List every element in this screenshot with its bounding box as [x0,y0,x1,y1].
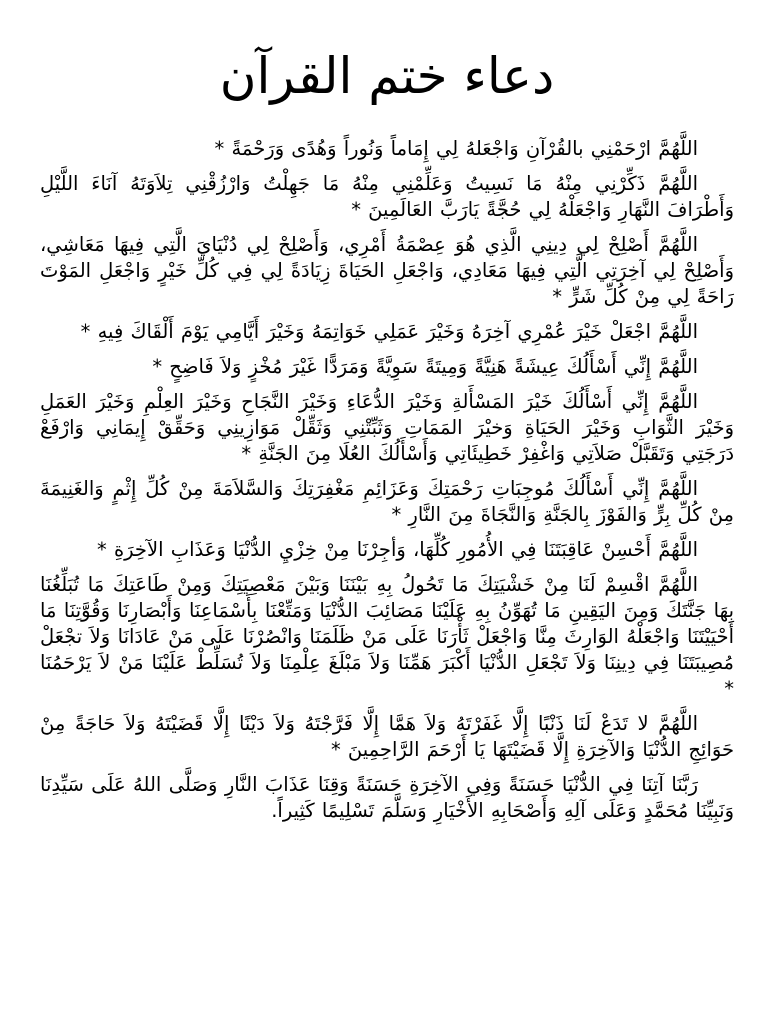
page-title: دعاء ختم القرآن [219,47,555,105]
prayer-paragraph: اللَّهُمَّ اجْعَلْ خَيْرَ عُمْرِي آخِرَهُ وَخَيْرَ عَمَلِي خَوَاتِمَهُ وَخَيْرَ أَيَّامِي يَوْمَ أَلْقَاكَ فِيهِ * [80,320,698,343]
prayer-paragraph: اللَّهُمَّ أَصْلِحْ لِي دِينِي الَّذِي هُوَ عِصْمَةُ أَمْرِي، وَأَصْلِحْ لِي دُنْيَايَ الَّتِي فِيهَا مَعَاشِي، وَأَصْلِحْ لِي آخِرَتِي الَّتِي فِيهَا مَعَادِي، وَاجْعَلِ الحَيَاةَ زِيَادَةً لِي فِي كُلِّ خَيْرٍ وَاجْعَلِ المَوْتَ رَاحَةً لِي مِنْ كُلِّ شَرٍّ * [40,233,734,308]
prayer-paragraph: رَبَّنَا آتِنَا فِي الدُّنْيَا حَسَنَةً وَفِي الآخِرَةِ حَسَنَةً وَقِنَا عَذَابَ النَّارِ وَصَلَّى اللهُ عَلَى سَيِّدِنَا وَنَبِيِّنَا مُحَمَّدٍ وَعَلَى آلِهِ وَأَصْحَابِهِ الأَخْيَارِ وَسَلَّمَ تَسْلِيمًا كَثِيراً. [40,773,734,822]
prayer-paragraph: اللَّهُمَّ أَحْسِنْ عَاقِبَتَنَا فِي الأُمُورِ كُلِّهَا، وَأجِرْنَا مِنْ خِزْيِ الدُّنْيَا وَعَذَابِ الآخِرَةِ * [97,538,698,561]
prayer-paragraph: اللَّهُمَّ إِنِّي أَسْأَلُكَ عِيشَةً هَنِيَّةً وَمِيتَةً سَوِيَّةً وَمَرَدًّا غَيْرَ مُخْزٍ وَلاَ فَاضِحٍ * [152,355,698,378]
prayer-list [40,136,734,824]
prayer-paragraph: اللَّهُمَّ إِنِّي أَسْأَلُكَ مُوجِبَاتِ رَحْمَتِكَ وَعَزَائِمِ مَغْفِرَتِكَ وَالسَّلاَمَةَ مِنْ كُلِّ إِثْمٍ وَالغَنِيمَةَ مِنْ كُلِّ بِرٍّ وَالفَوْزَ بِالجَنَّةِ وَالنَّجَاةَ مِنَ النَّارِ * [40,477,734,526]
prayer-paragraph: اللَّهُمَّ لا تَدَعْ لَنَا ذَنْبًا إِلَّا غَفَرْتَهُ وَلاَ هَمَّا إِلَّا فَرَّجْتَهُ وَلاَ دَيْنًا إِلَّا قَضَيْتَهُ وَلاَ حَاجَةً مِنْ حَوَائِجِ الدُّنْيَا وَالآخِرَةِ إِلَّا قَضَيْتَهَا يَا أَرْحَمَ الرَّاحِمِينَ * [40,712,734,761]
prayer-paragraph: اللَّهُمَّ ذَكِّرْنِي مِنْهُ مَا نَسِيتُ وَعَلِّمْنِي مِنْهُ مَا جَهِلْتُ وَارْزُقْنِي تِلاَوَتَهُ آنَاءَ اللَّيْلِ وَأَطْرَافَ النَّهَارِ وَاجْعَلْهُ لِي حُجَّةً يَارَبَّ العَالَمِينَ * [40,172,734,221]
prayer-paragraph: اللَّهُمَّ اقْسِمْ لَنَا مِنْ خَشْيَتِكَ مَا تَحُولُ بِهِ بَيْنَنَا وَبَيْنَ مَعْصِيَتِكَ وَمِنْ طَاعَتِكَ مَا تُبَلِّغُنَا بِهَا جَنَّتَكَ وَمِنَ اليَقِينِ مَا تُهَوِّنُ بِهِ عَلَيْنَا مَصَائِبَ الدُّنْيَا وَمَتِّعْنَا بِأَسْمَاعِنَا وَأَبْصَارِنَا وَقُوَّتِنَا مَا أَحْيَيْتَنَا وَاجْعَلْهُ الوَارِثَ مِنَّا وَاجْعَلْ ثَأْرَنَا عَلَى مَنْ ظَلَمَنَا وَانْصُرْنَا عَلَى مَنْ عَادَانَا وَلاَ تجْعَلْ مُصِيبَتَنَا فِي دِينِنَا وَلاَ تَجْعَلِ الدُّنْيَا أَكْبَرَ هَمِّنَا وَلاَ مَبْلَغَ عِلْمِنَا وَلاَ تُسَلِّطْ عَلَيْنَا مَنْ لاَ يَرْحَمُنَا * [40,573,734,700]
prayer-paragraph: اللَّهُمَّ إِنِّي أَسْأَلُكَ خَيْرَ المَسْأَلةِ وَخَيْرَ الدُّعَاءِ وَخَيْرَ النَّجَاحِ وَخَيْرَ العِلْمِ وَخَيْرَ العَمَلِ وَخَيْرَ الثَّوَابِ وَخَيْرَ الحَيَاةِ وَخيْرَ المَمَاتِ وَثَبِّتْنِي وَثَقِّلْ مَوَازِينِي وَحَقِّقْ إِيمَانِي وَارْفَعْ دَرَجَتِي وَتَقَبَّلْ صَلاَتِي وَاغْفِرْ خَطِيئَاتِي وَأَسْأَلُكَ العُلَا مِنَ الجَنَّةِ * [40,390,734,465]
prayer-paragraph: اللَّهُمَّ ارْحَمْنِي بالقُرْآنِ وَاجْعَلهُ لِي إِمَاماً وَنُوراً وَهُدًى وَرَحْمَةً * [214,137,698,160]
